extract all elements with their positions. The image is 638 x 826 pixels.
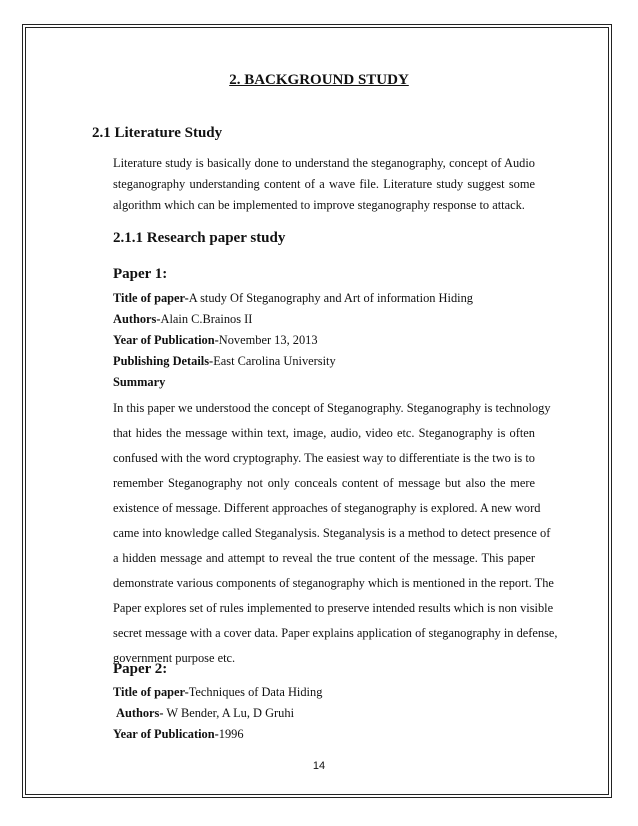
summary-line: In this paper we understood the concept of Steganography. Steganography is technology [113, 401, 551, 415]
paper1-summary-label: Summary [113, 375, 166, 389]
summary-line: secret message with a cover data. Paper explains application of steganography in defense, [113, 626, 558, 640]
field-value: Alain C.Brainos II [160, 312, 253, 326]
chapter-title: 2. BACKGROUND STUDY [229, 72, 409, 88]
summary-line: Paper explores set of rules implemented to preserve intended results which is non visible [113, 601, 554, 615]
field-label: Authors- [116, 706, 164, 720]
page-number: 14 [312, 760, 326, 772]
field-label: Publishing Details- [113, 354, 214, 368]
field-label: Authors- [113, 312, 161, 326]
paper1-summary [113, 396, 558, 671]
paper1-publishing-field [113, 354, 336, 369]
field-label: Title of paper- [113, 685, 189, 699]
intro-line: algorithm which can be implemented to improve steganography response to attack. [113, 198, 525, 212]
intro-line: steganography understanding content of a wave file. Literature study suggest some [113, 177, 535, 191]
field-value: November 13, 2013 [218, 333, 318, 347]
subsection-title: 2.1.1 Research paper study [113, 230, 286, 246]
summary-line: remember Steganography not only conceals content of message but also the mere [113, 476, 535, 490]
paper2-year-field [113, 727, 244, 742]
paper1-title-field [113, 291, 473, 306]
paper2-authors-field [113, 706, 294, 721]
field-value: East Carolina University [213, 354, 336, 368]
section-title: 2.1 Literature Study [92, 125, 223, 141]
summary-line: a hidden message and attempt to reveal the true content of the message. This paper [113, 551, 535, 565]
summary-line: existence of message. Different approaches of steganography is explored. A new word [113, 501, 541, 515]
field-value: W Bender, A Lu, D Gruhi [163, 706, 295, 720]
paper1-heading: Paper 1: [113, 266, 168, 282]
summary-line: confused with the word cryptography. The easiest way to differentiate is the two is to [113, 451, 535, 465]
summary-line: that hides the message within text, image, audio, video etc. Steganography is often [113, 426, 535, 440]
field-value: A study Of Steganography and Art of information Hiding [188, 291, 473, 305]
field-label: Year of Publication- [113, 333, 219, 347]
field-value: Techniques of Data Hiding [188, 685, 323, 699]
summary-line: government purpose etc. [113, 651, 236, 665]
intro-line: Literature study is basically done to understand the steganography, concept of Audio [113, 156, 535, 170]
paper2-title-field [113, 685, 322, 700]
summary-line: came into knowledge called Steganalysis. Steganalysis is a method to detect presence of [113, 526, 551, 540]
field-label: Year of Publication- [113, 727, 219, 741]
paper2-heading: Paper 2: [113, 661, 168, 677]
field-value: 1996 [218, 727, 244, 741]
intro-paragraph [113, 153, 535, 216]
summary-line: demonstrate various components of steganography which is mentioned in the report. The [113, 576, 554, 590]
paper1-authors-field [113, 312, 252, 327]
field-label: Title of paper- [113, 291, 189, 305]
paper1-year-field [113, 333, 318, 348]
